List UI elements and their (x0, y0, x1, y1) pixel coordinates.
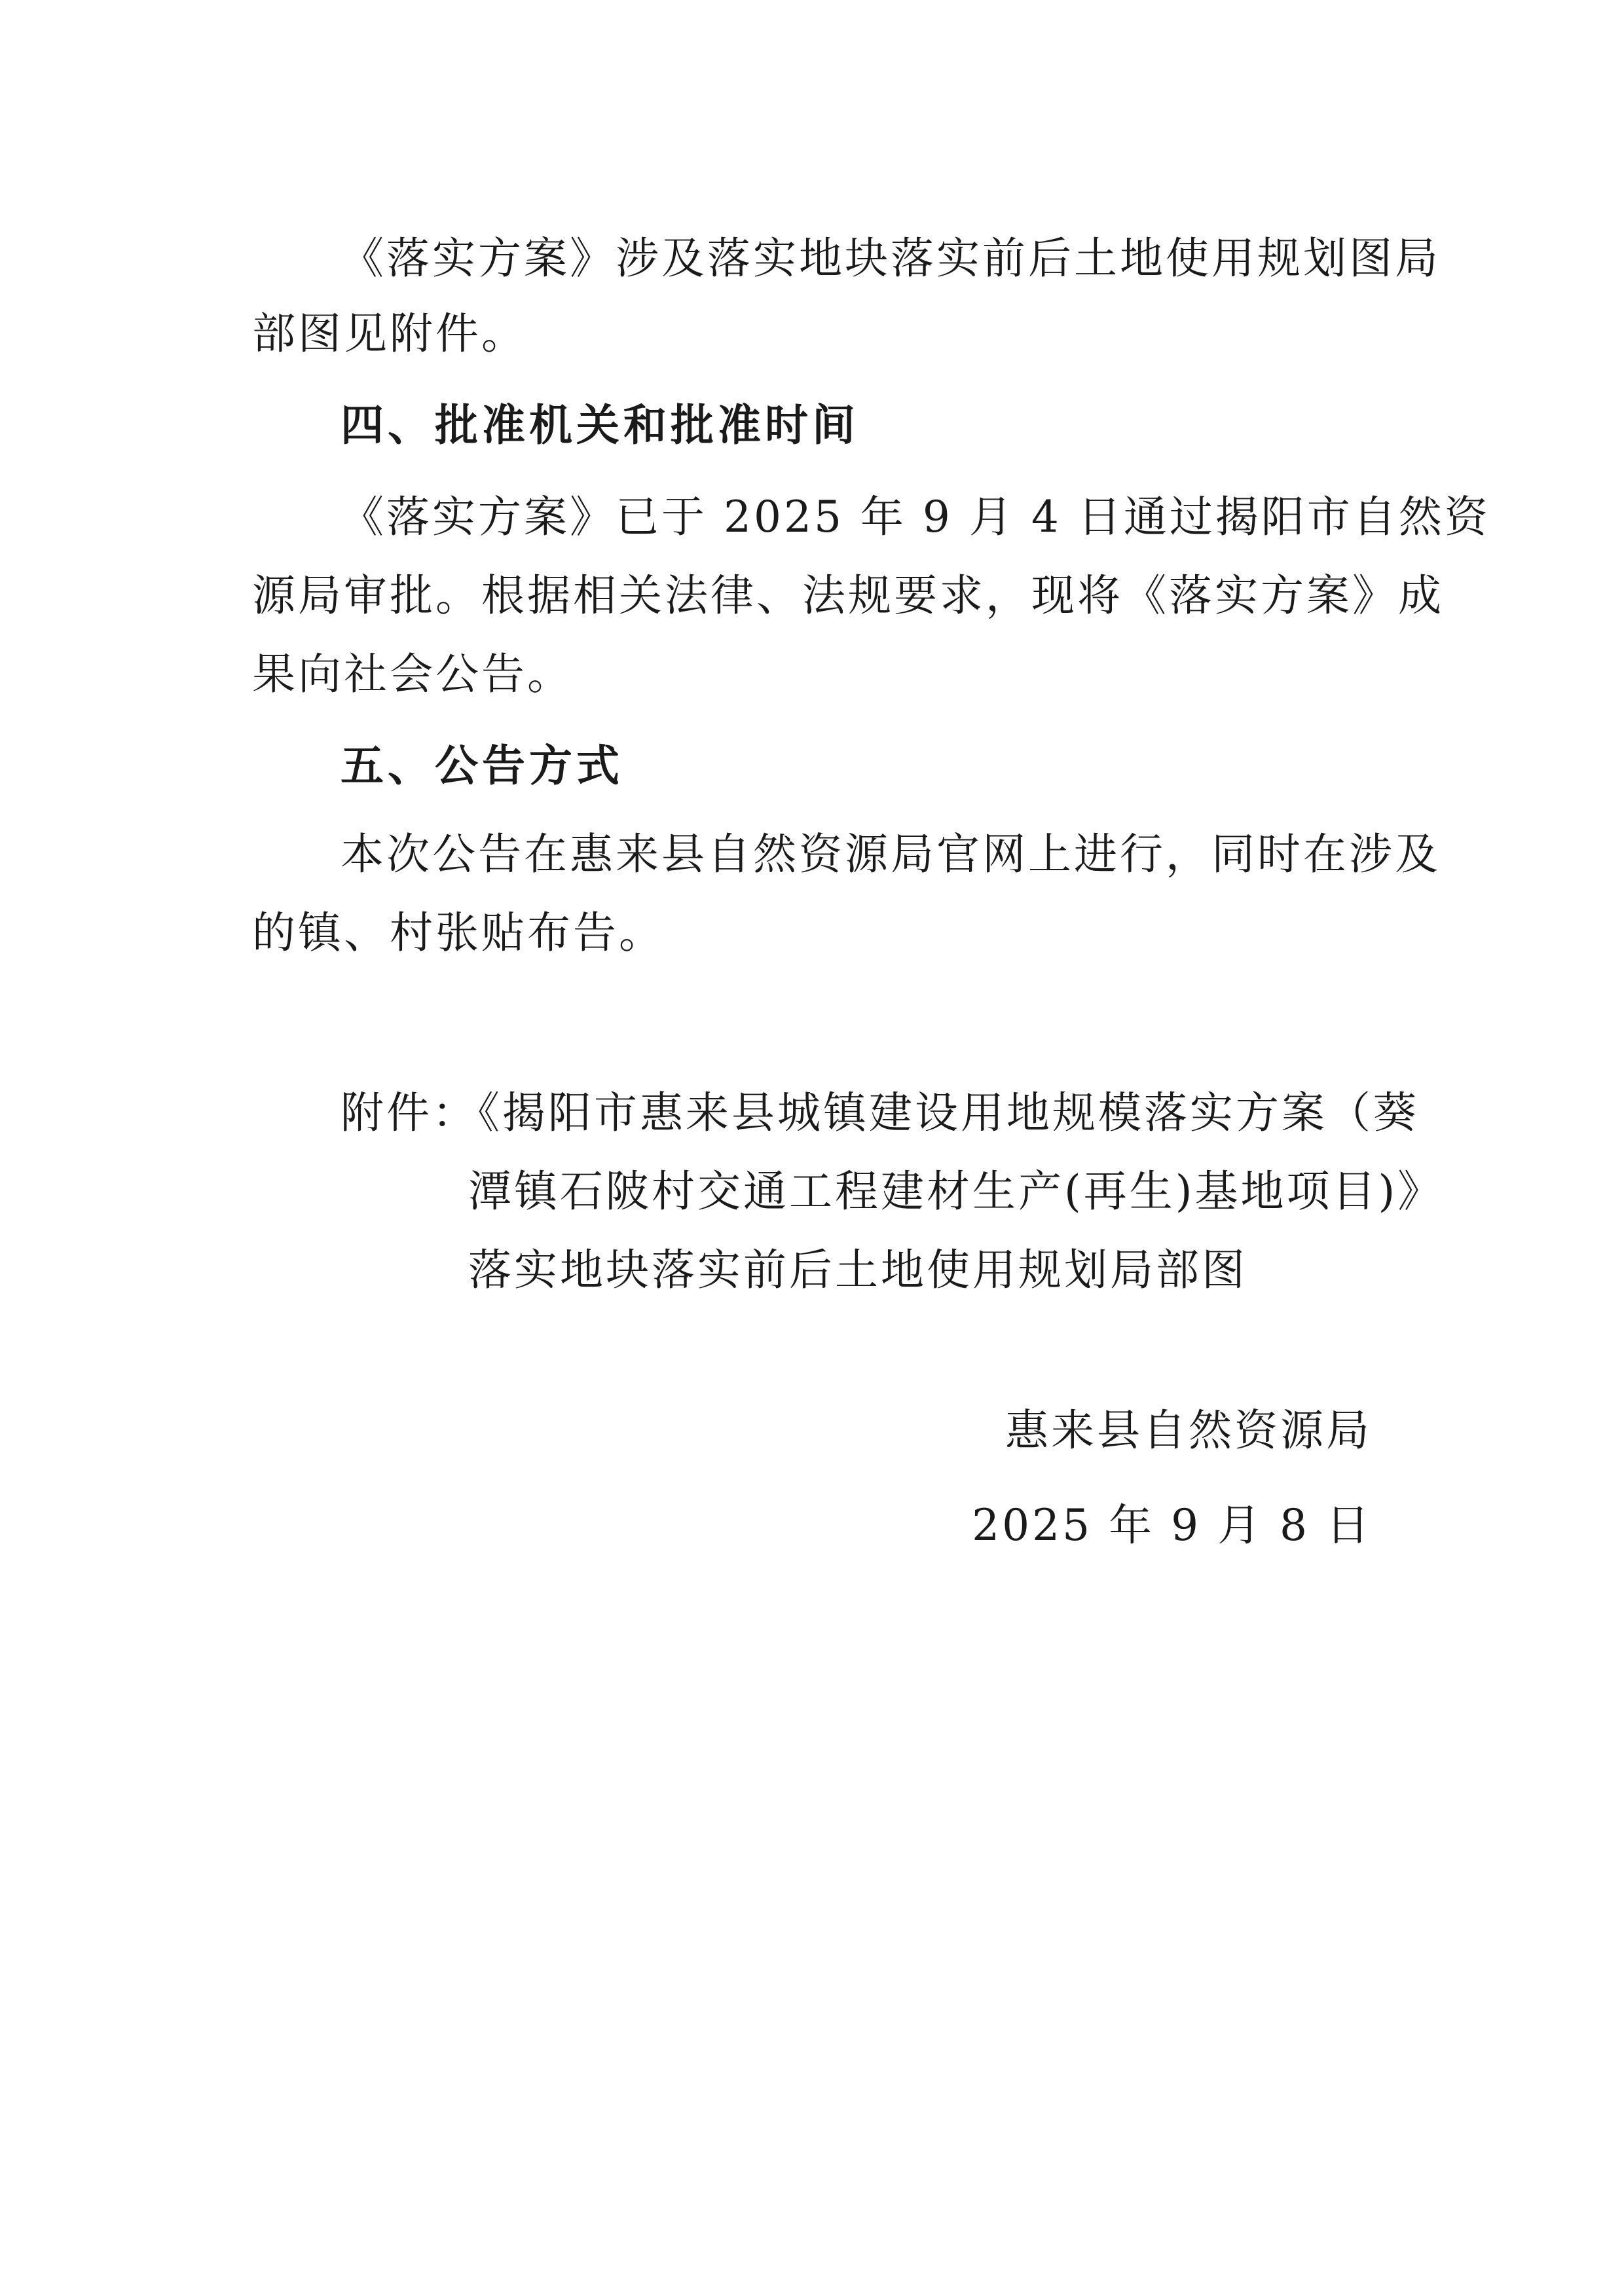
section4-paragraph-line3: 果向社会公告。 (252, 649, 573, 699)
attachment-line1: 附件：《揭阳市惠来县城镇建设用地规模落实方案（葵 (341, 1088, 1419, 1138)
section5-heading: 五、公告方式 (341, 741, 623, 791)
section4-heading: 四、批准机关和批准时间 (341, 400, 859, 450)
section5-paragraph-line1: 本次公告在惠来县自然资源局官网上进行，同时在涉及 (341, 829, 1441, 879)
section4-paragraph-line1: 《落实方案》已于 2025 年 9 月 4 日通过揭阳市自然资 (341, 492, 1490, 542)
attachment-line2: 潭镇石陂村交通工程建材生产(再生)基地项目)》 (468, 1166, 1444, 1217)
attachment-line3: 落实地块落实前后土地使用规划局部图 (468, 1245, 1247, 1295)
section4-paragraph-line2: 源局审批。根据相关法律、法规要求，现将《落实方案》成 (252, 570, 1444, 621)
signature-organization: 惠来县自然资源局 (1005, 1405, 1372, 1456)
section5-paragraph-line2: 的镇、村张贴布告。 (252, 908, 665, 958)
section3-paragraph-line1: 《落实方案》涉及落实地块落实前后土地使用规划图局 (341, 233, 1441, 284)
section3-paragraph-line2: 部图见附件。 (252, 308, 527, 359)
signature-date: 2025 年 9 月 8 日 (972, 1500, 1372, 1551)
